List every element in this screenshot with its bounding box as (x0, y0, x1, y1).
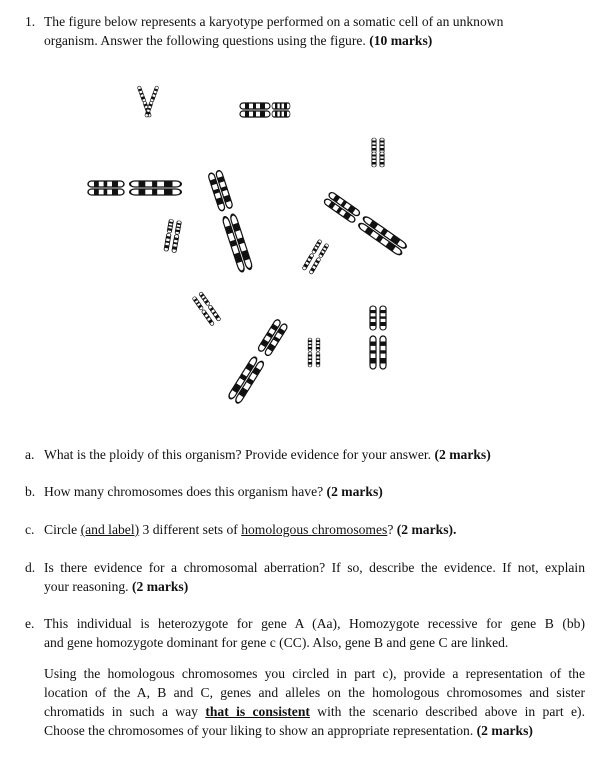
karyotype-chromosomes-icon (60, 72, 440, 412)
question-number: 1. (25, 14, 36, 29)
question-marks: (10 marks) (369, 33, 433, 48)
chromosome (164, 219, 182, 253)
chromosome (308, 338, 320, 367)
chromosome (208, 170, 253, 272)
chromosome (370, 306, 386, 369)
question-line-1: The figure below represents a karyotype performed on a somatic cell of an unknown (44, 14, 504, 29)
chromosome (192, 292, 221, 327)
chromosome (88, 181, 181, 195)
chromosome (323, 191, 407, 256)
chromosome (302, 239, 329, 274)
chromosome (372, 138, 384, 167)
question-line-2: organism. Answer the following questions using the figure. (10 marks) (44, 33, 433, 48)
chromosome (240, 103, 290, 117)
chromosome (228, 319, 289, 404)
chromosome (137, 86, 159, 118)
